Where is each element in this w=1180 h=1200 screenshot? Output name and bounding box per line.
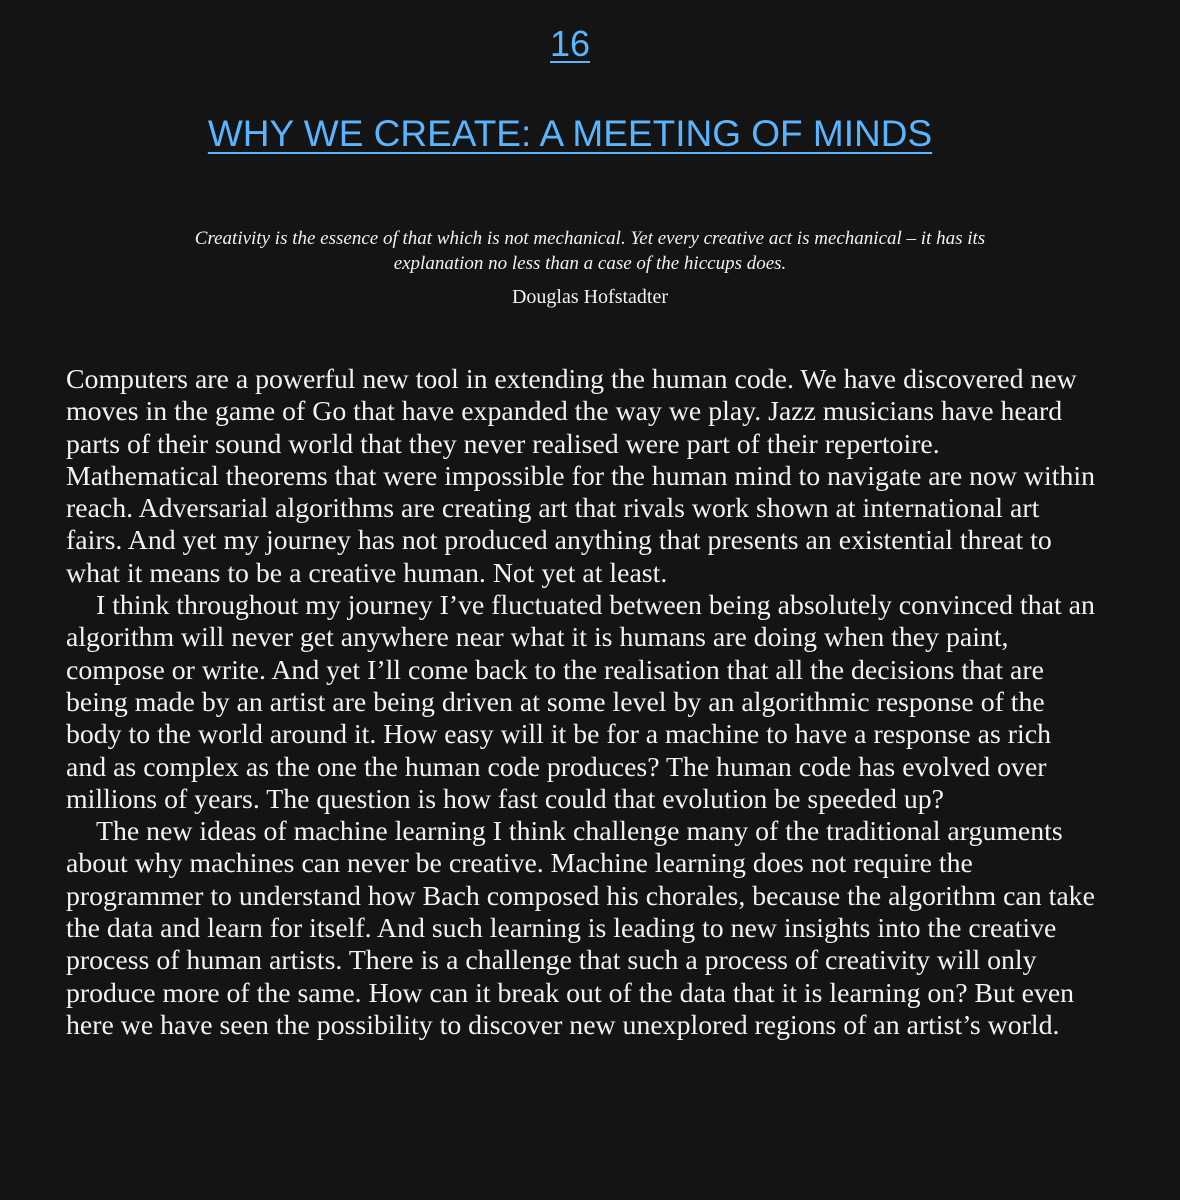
chapter-title-link[interactable]: WHY WE CREATE: A MEETING OF MINDS	[207, 113, 933, 154]
chapter-number-link[interactable]: 16	[549, 23, 591, 64]
epigraph-quote	[90, 226, 1090, 276]
body-paragraph: I think throughout my journey I’ve fluctuated between being absolutely convinced that an algorithm will never get anywhere near what it is humans are doing when they paint, compose or write. And yet I’ll come back to the realisation that all the decisions that are being made by an artist are being driven at some level by an algorithmic response of the body to the world around it. How easy will it be for a machine to have a response as rich and as complex as the one the human code produces? The human code has evolved over millions of years. The question is how fast could that evolution be speeded up?	[66, 590, 1095, 815]
body-paragraph: The new ideas of machine learning I think challenge many of the traditional arguments about why machines can never be creative. Machine learning does not require the programmer to understand how Bach composed his chorales, because the algorithm can take the data and learn for itself. And such learning is leading to new insights into the creative process of human artists. There is a challenge that such a process of creativity will only produce more of the same. How can it break out of the data that it is learning on? But even here we have seen the possibility to discover new unexplored regions of an artist’s world.	[66, 816, 1095, 1041]
epigraph-author: Douglas Hofstadter	[511, 286, 669, 308]
epigraph-quote-line-1: Creativity is the essence of that which is not mechanical. Yet every creative act is mechanical – it has its	[194, 228, 986, 249]
body-paragraph: Computers are a powerful new tool in extending the human code. We have discovered new moves in the game of Go that have expanded the way we play. Jazz musicians have heard parts of their sound world that they never realised were part of their repertoire. Mathematical theorems that were impossible for the human mind to navigate are now within reach. Adversarial algorithms are creating art that rivals work shown at international art fairs. And yet my journey has not produced anything that presents an existential threat to what it means to be a creative human. Not yet at least.	[66, 364, 1095, 589]
epigraph	[90, 226, 1090, 310]
epigraph-quote-line-2: explanation no less than a case of the hiccups does.	[393, 253, 787, 274]
chapter-body	[66, 364, 1096, 1042]
